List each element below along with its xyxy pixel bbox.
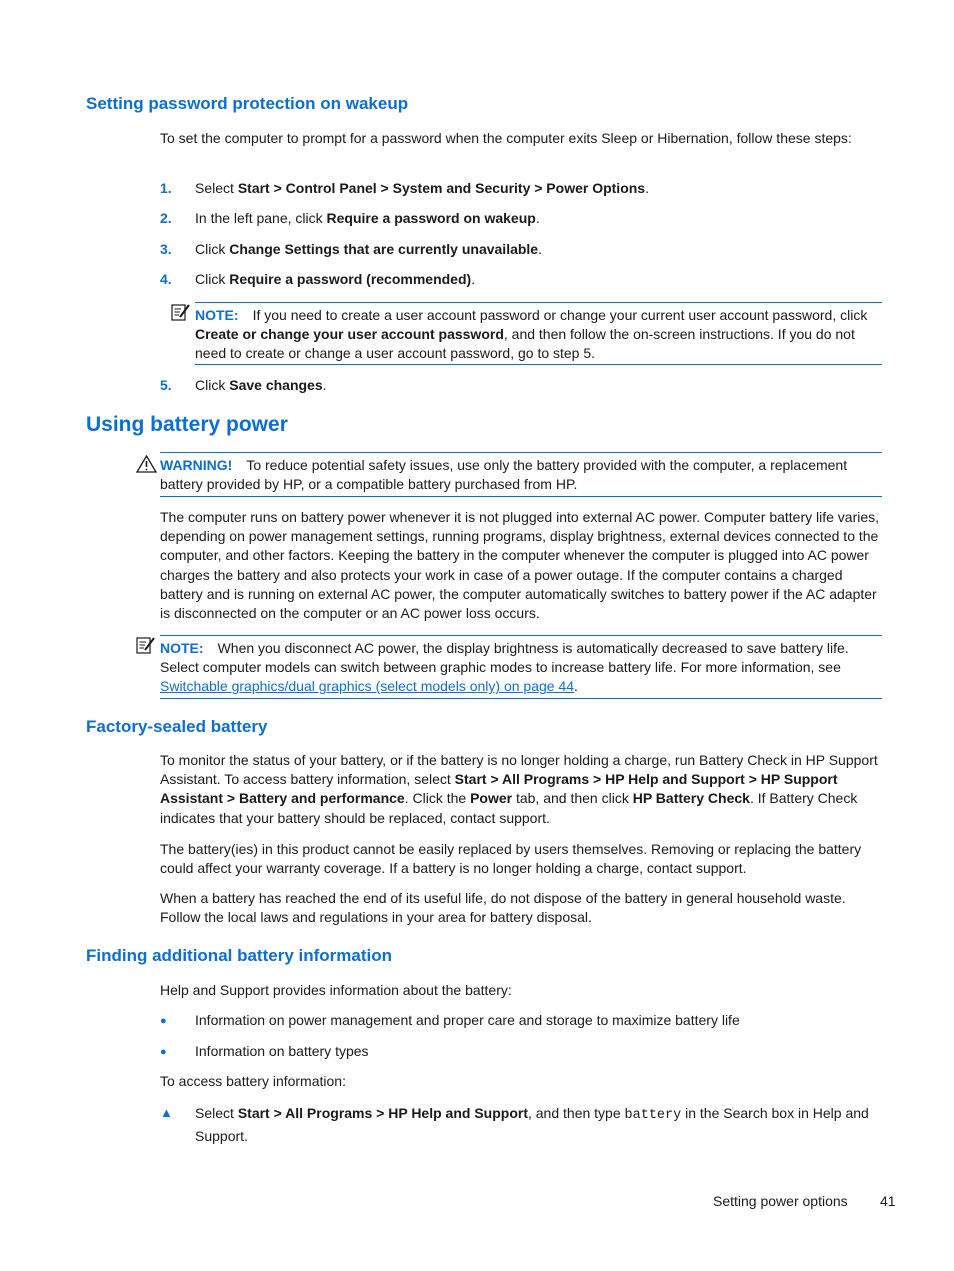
note-label: NOTE:	[160, 640, 204, 656]
section-heading: Using battery power	[86, 413, 288, 436]
list-item-text: Information on battery types	[195, 1043, 369, 1059]
note-text: .	[574, 678, 578, 695]
step-number: 1.	[160, 180, 172, 196]
text: tab, and then click	[512, 790, 633, 807]
paragraph: Help and Support provides information about the battery:	[160, 982, 512, 998]
step-bold: Require a password (recommended)	[229, 271, 472, 287]
footer-section-title: Setting power options	[713, 1193, 848, 1209]
step-text: Select	[195, 1105, 238, 1121]
note-pencil-icon	[136, 637, 156, 655]
step-bold: Require a password on wakeup	[326, 210, 536, 226]
code-text: battery	[624, 1108, 682, 1123]
step-number: 2.	[160, 210, 172, 226]
warning-triangle-icon	[136, 455, 157, 473]
step-text: .	[538, 241, 542, 257]
page-number: 41	[880, 1193, 896, 1209]
paragraph: When a battery has reached the end of its useful life, do not dispose of the battery in general household waste. Follow the local laws and regulations in your area for battery disposal.	[160, 890, 846, 926]
step-text: , and then type	[527, 1105, 625, 1121]
step-number: 5.	[160, 377, 172, 393]
text: . If Battery Check indicates that your battery should be replaced, contact support.	[160, 790, 858, 826]
step-text: Click	[195, 271, 230, 287]
step-number: 3.	[160, 241, 172, 257]
section-heading: Setting password protection on wakeup	[86, 94, 409, 113]
bold-text: Start > All Programs > HP Help and Support > HP Support Assistant > Battery and performance	[160, 771, 838, 807]
note-text: When you disconnect AC power, the display brightness is automatically decreased to save battery life. Select computer models can switch between graphic modes to increase battery life. For more information, see	[160, 640, 849, 676]
list-item-text: Information on power management and proper care and storage to maximize battery life	[195, 1012, 740, 1028]
step-bold: Start > All Programs > HP Help and Support	[237, 1105, 528, 1121]
bold-text: HP Battery Check	[632, 790, 750, 807]
note-text: , and then follow the on-screen instructions. If you do not need to create or change a user account password, go to step 5.	[195, 326, 855, 362]
paragraph: The battery(ies) in this product cannot be easily replaced by users themselves. Removing or replacing the battery could affect your warranty coverage. If a battery is no longer holding a charge, contact support.	[160, 841, 862, 877]
bold-text: Power	[470, 790, 513, 807]
step-number: 4.	[160, 271, 172, 287]
section-heading: Factory-sealed battery	[86, 717, 268, 736]
step-text: In the left pane, click	[195, 210, 327, 226]
note-box	[195, 302, 882, 365]
warning-text: To reduce potential safety issues, use only the battery provided with the computer, a replacement battery provided by HP, or a compatible battery purchased from HP.	[160, 457, 848, 493]
step-text: .	[535, 210, 540, 226]
step-text: .	[645, 180, 649, 196]
paragraph	[160, 751, 882, 828]
paragraph: To access battery information:	[160, 1073, 346, 1089]
step-text: in the Search box in Help and Support.	[195, 1105, 869, 1144]
text: To monitor the status of your battery, or if the battery is no longer holding a charge, run Battery Check in HP Support Assistant. To access battery information, select	[160, 752, 878, 788]
note-label: NOTE:	[195, 307, 239, 323]
note-pencil-icon	[171, 304, 191, 322]
step-bold: Change Settings that are currently unavailable	[229, 241, 539, 257]
step-text: Select	[195, 180, 238, 196]
text: . Click the	[404, 790, 471, 807]
step-bold: Save changes	[229, 377, 323, 393]
step-bold: Start > Control Panel > System and Security > Power Options	[237, 180, 646, 196]
note-box	[160, 635, 882, 699]
paragraph: The computer runs on battery power whenever it is not plugged into external AC power. Computer battery life varies, depending on power management settings, running programs, display brightness, external devices connected to the computer, and other factors. Keeping the battery in the computer whenever the computer is plugged into AC power charges the battery and also protects your work in case of a power outage. If the computer contains a charged battery and is running on external AC power, the computer automatically switches to battery power if the AC adapter is disconnected on the computer or an AC power loss occurs.	[160, 509, 880, 622]
warning-label: WARNING!	[160, 457, 233, 473]
paragraph: To set the computer to prompt for a password when the computer exits Sleep or Hibernation, follow these steps:	[160, 130, 852, 146]
note-text: If you need to create a user account password or change your current user account password, click	[252, 307, 868, 323]
cross-reference-link[interactable]: Switchable graphics/dual graphics (select models only) on page 44	[160, 678, 575, 695]
step-text: .	[471, 271, 476, 287]
section-heading: Finding additional battery information	[86, 946, 392, 965]
step-text: Click	[195, 377, 230, 393]
note-bold: Create or change your user account password	[195, 326, 504, 343]
step-text: .	[322, 377, 327, 393]
warning-box	[160, 452, 882, 497]
bullet-dot: ●	[160, 1015, 167, 1027]
step-text: Click	[195, 241, 230, 257]
triangle-up-icon: ▲	[160, 1105, 173, 1120]
bullet-dot: ●	[160, 1046, 167, 1058]
